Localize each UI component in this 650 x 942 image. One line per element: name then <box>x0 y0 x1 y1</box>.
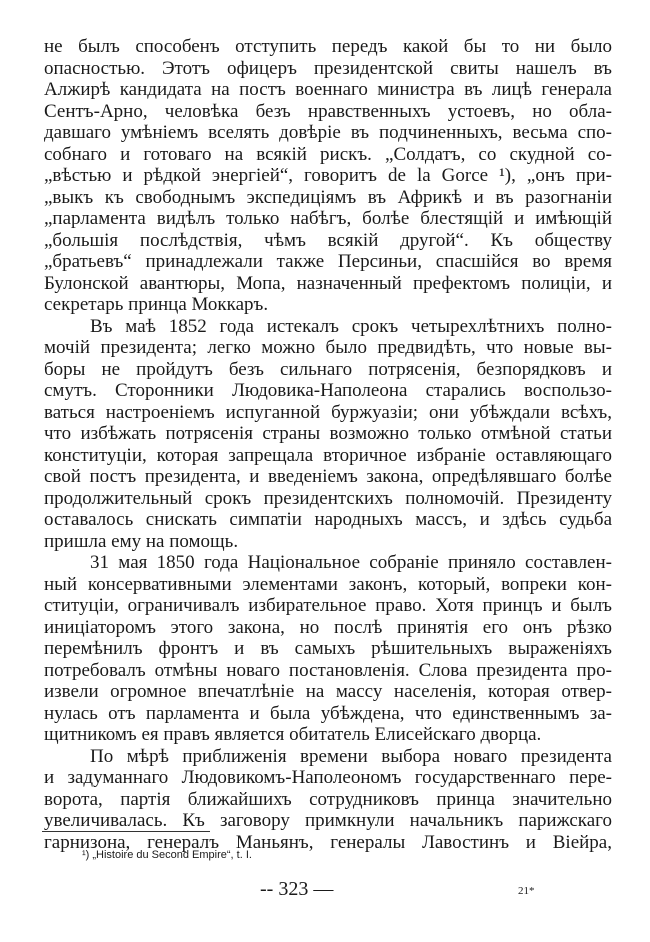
text-line: конституціи, которая запрещала вторичное избраніе оставляющаго <box>44 444 612 466</box>
text-line: не былъ способенъ отступить передъ какой бы то ни было <box>44 36 612 57</box>
text-line: потребовалъ отмѣны новаго постановленія. Слова президента про- <box>44 659 612 681</box>
text-line: „вѣстью и рѣдкой энергіей“, говоритъ de la Gorce ¹), „онъ при- <box>44 165 612 186</box>
text-line: „братьевъ“ принадлежали также Персиньи, спасшійся во время <box>44 251 612 272</box>
text-line: опасностью. Этотъ офицеръ президентской свиты нашелъ въ <box>44 57 612 79</box>
text-line: что избѣжать потрясенія страны возможно только отмѣной статьи <box>44 423 612 444</box>
text-line: смутъ. Сторонники Людовика-Наполеона старались воспользо- <box>44 380 612 401</box>
text-line: Булонской авантюры, Мопа, назначенный префектомъ полиціи, и <box>44 272 612 294</box>
text-line: „парламента видѣлъ только набѣгъ, болѣе блестящій и имѣющій <box>44 208 612 229</box>
signature-mark: 21* <box>518 885 535 897</box>
text-line: „выкъ къ свободнымъ экспедиціямъ въ Африкѣ и въ разогнаніи <box>44 186 612 208</box>
footnote: ¹) „Histoire du Second Empire“, t. I. <box>82 849 252 861</box>
text-line: ваться настроеніемъ испуганной буржуазіи; они убѣждали всѣхъ, <box>44 401 612 423</box>
paragraph <box>44 316 612 553</box>
text-line: пришла ему на помощь. <box>44 530 239 552</box>
text-line: увеличивалась. Къ заговору примкнули начальникъ парижскаго <box>44 810 612 831</box>
text-line: гарнизона, генералъ Маньянъ, генералы Лавостинъ и Віейра, <box>44 831 612 853</box>
text-line: нулась отъ парламента и была убѣждена, что единственнымъ за- <box>44 702 612 724</box>
text-line: извели огромное впечатлѣніе на массу населенія, которая отвер- <box>44 681 612 702</box>
text-line: иниціаторомъ этого закона, но послѣ принятія его онъ рѣзко <box>44 616 612 638</box>
page-number: -- 323 — <box>260 878 334 900</box>
paragraph <box>44 746 612 854</box>
text-line: оставалось снискать симпатіи народныхъ массъ, и здѣсь судьба <box>44 509 612 530</box>
text-line: По мѣрѣ приближенія времени выбора новаго президента <box>90 745 612 767</box>
text-line: мочій президента; легко можно было предвидѣть, что новые вы- <box>44 337 612 358</box>
text-line: собнаго и готоваго на всякій рискъ. „Солдатъ, со скудной со- <box>44 143 612 165</box>
text-line: „большія послѣдствія, чѣмъ всякій другой“. Къ обществу <box>44 229 612 251</box>
text-line: Въ маѣ 1852 года истекалъ срокъ четырехлѣтнихъ полно- <box>90 315 612 337</box>
text-line: продолжительный срокъ президентскихъ полномочій. Президенту <box>44 487 612 509</box>
text-line: ституціи, ограничивалъ избирательное право. Хотя принцъ и былъ <box>44 595 612 616</box>
text-line: ный консервативными элементами законъ, который, вопреки кон- <box>44 573 612 595</box>
text-line: Алжирѣ кандидата на постъ военнаго министра въ лицѣ генерала <box>44 79 612 100</box>
paragraph <box>44 552 612 746</box>
text-line: ворота, партія ближайшихъ сотрудниковъ принца значительно <box>44 788 612 810</box>
text-line: боры не пройдутъ безъ сильнаго потрясенія, безпорядковъ и <box>44 358 612 380</box>
text-line: и задуманнаго Людовикомъ-Наполеономъ государственнаго пере- <box>44 767 612 788</box>
text-line: перемѣнилъ фронтъ и въ самыхъ рѣшительныхъ выраженіяхъ <box>44 638 612 659</box>
footnote-divider <box>42 831 210 832</box>
text-line: Сентъ-Арно, человѣка безъ нравственныхъ устоевъ, но обла- <box>44 100 612 122</box>
text-line: свой постъ президента, и введеніемъ закона, опредѣлявшаго болѣе <box>44 466 612 487</box>
text-line: 31 мая 1850 года Національное собраніе приняло составлен- <box>90 552 612 573</box>
text-line: щитникомъ ея правъ является обитатель Елисейскаго дворца. <box>44 724 542 745</box>
body-text <box>44 36 612 853</box>
paragraph <box>44 36 612 316</box>
text-line: давшаго умѣніемъ вселять довѣріе въ подчиненныхъ, весьма спо- <box>44 122 612 143</box>
text-line: секретарь принца Моккаръ. <box>44 294 269 315</box>
